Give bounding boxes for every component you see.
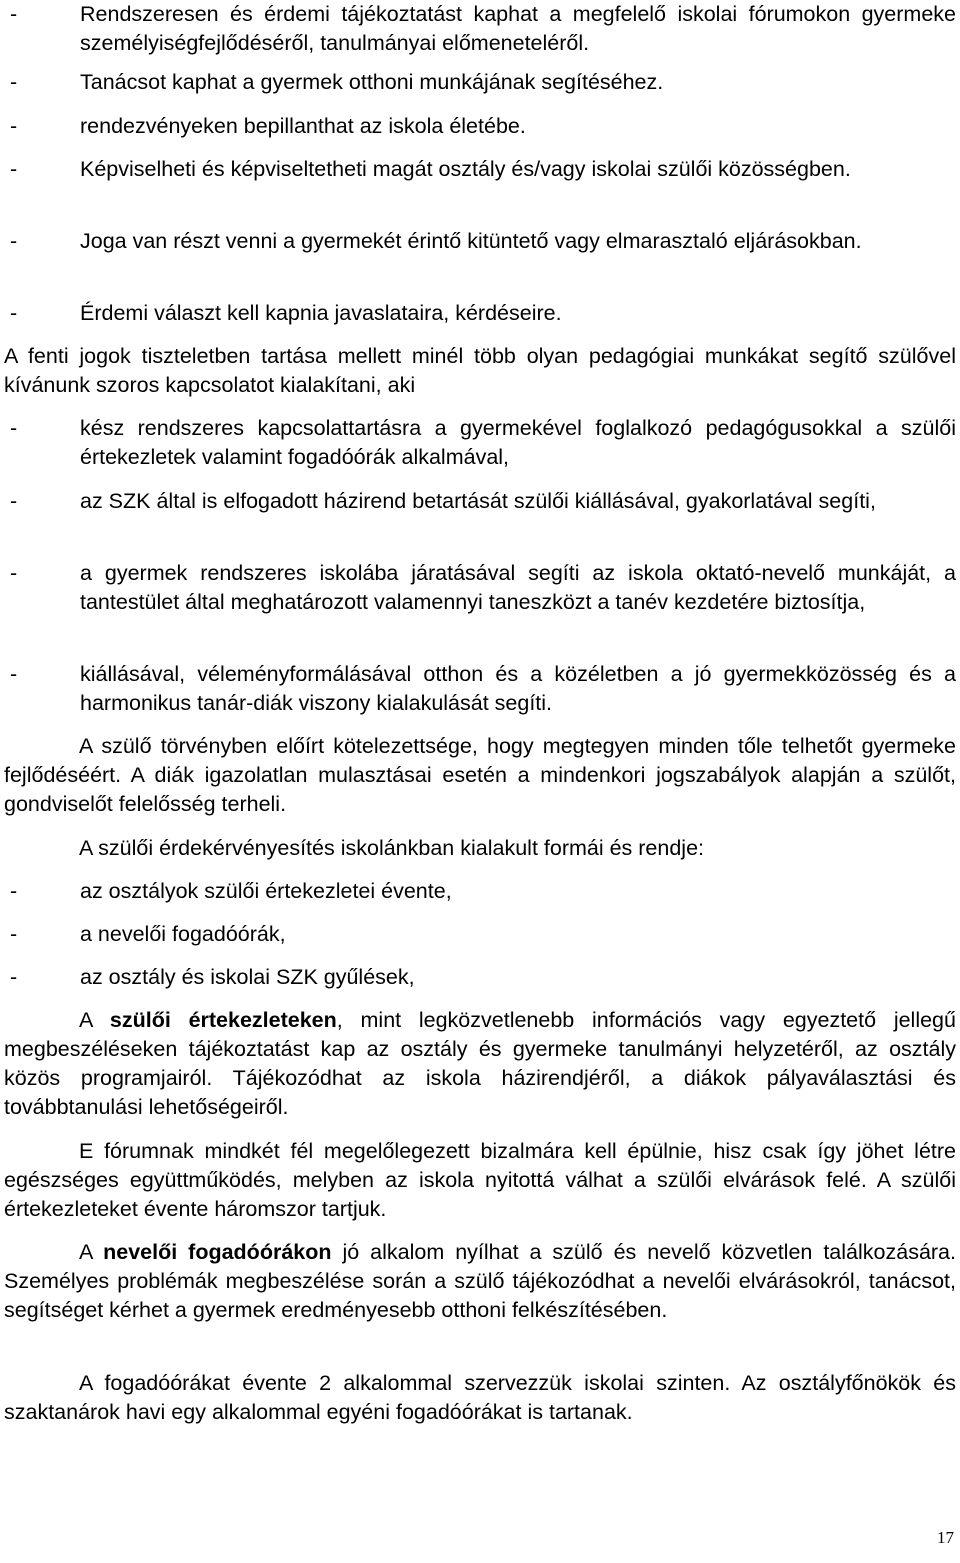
list-item: - Tanácsot kaphat a gyermek otthoni munkájának segítéséhez. — [10, 70, 664, 94]
list-item: - a gyermek rendszeres iskolába járatásával segíti az iskola oktató-nevelő munkáját, a tantestület által meghatározott valamennyi taneszközt a tanév kezdetére biztosítja, — [10, 561, 956, 614]
list-item: - Joga van részt venni a gyermekét érintő kitüntető vagy elmarasztaló eljárásokban. — [10, 229, 862, 253]
list-item: - az osztályok szülői értekezletei évente, — [10, 879, 452, 903]
paragraph-forms-intro: A szülői érdekérvényesítés iskolánkban kialakult formái és rendje: — [79, 836, 705, 860]
list-item: - kiállásával, véleményformálásával otthon és a közéletben a jó gyermekközösség és a harmonikus tanár-diák viszony kialakulását segíti. — [10, 662, 956, 715]
paragraph-schedule: A fogadóórákat évente 2 alkalommal szervezzük iskolai szinten. Az osztályfőnökök és szaktanárok havi egy alkalommal egyéni fogadóórákat is tartanak. — [4, 1371, 956, 1424]
paragraph-forum: E fórumnak mindkét fél megelőlegezett bizalmára kell épülnie, hisz csak így jöhet létre egészséges együttműködés, melyben az iskola nyitottá válhat a szülői elvárások felé. A szülői értekezleteket évente háromszor tartjuk. — [4, 1139, 956, 1221]
list-item: - Képviselheti és képviseltetheti magát osztály és/vagy iskolai szülői közösségben. — [10, 157, 851, 181]
list-item: - Érdemi választ kell kapnia javaslataira, kérdéseire. — [10, 301, 562, 325]
list-item: - az SZK által is elfogadott házirend betartását szülői kiállásával, gyakorlatával segíti, — [10, 489, 876, 513]
page-number: 17 — [937, 1528, 954, 1547]
paragraph-rights: A fenti jogok tiszteletben tartása mellett minél több olyan pedagógiai munkákat segítő szülővel kívánunk szoros kapcsolatot kialakítani, aki — [4, 344, 956, 397]
list-item: - kész rendszeres kapcsolattartásra a gyermekével foglalkozó pedagógusokkal a szülői értekezletek valamint fogadóórák alkalmával, — [10, 416, 956, 469]
paragraph-obligation: A szülő törvényben előírt kötelezettsége, hogy megtegyen minden tőle telhetőt gyermeke fejlődéséért. A diák igazolatlan mulasztásai esetén a mindenkori jogszabályok alapján a szülőt, gondviselőt felelősség terheli. — [4, 734, 956, 816]
list-item: - Rendszeresen és érdemi tájékoztatást kaphat a megfelelő iskolai fórumokon gyermeke személyiségfejlődéséről, tanulmányai előmeneteléről. — [10, 2, 956, 55]
list-item: - rendezvényeken bepillanthat az iskola életébe. — [10, 114, 526, 138]
list-item: - a nevelői fogadóórák, — [10, 922, 286, 946]
paragraph-meetings: A szülői értekezleteken, mint legközvetlenebb információs vagy egyeztető jellegű megbeszéléseken tájékoztatást kap az osztály és gyermeke tanulmányi helyzetéről, az osztály közös programjairól. Tájékozódhat az iskola házirendjéről, a diákok pályaválasztási és továbbtanulási lehetőségeiről. — [4, 1008, 956, 1119]
paragraph-office-hours: A nevelői fogadóórákon jó alkalom nyílhat a szülő és nevelő közvetlen találkozására. Személyes problémák megbeszélése során a szülő tájékozódhat a nevelői elvárásokról, tanácsot, segítséget kérhet a gyermek eredményesebb otthoni felkészítésében. — [4, 1240, 956, 1322]
list-item: - az osztály és iskolai SZK gyűlések, — [10, 965, 415, 989]
